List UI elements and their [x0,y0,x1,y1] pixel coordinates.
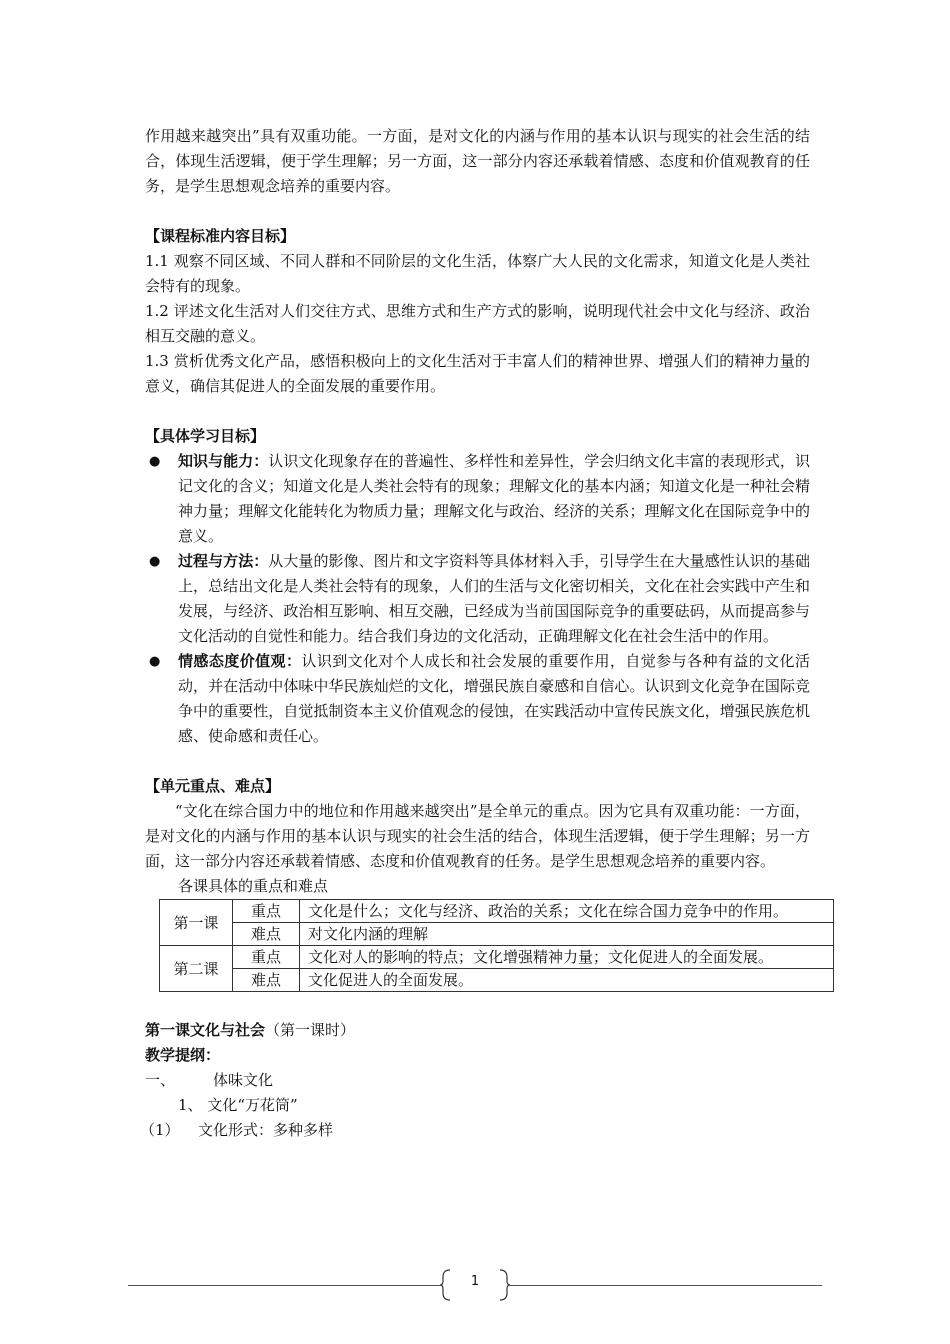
bullet-icon: ● [149,654,161,669]
objective-text: 从大量的影像、图片和文字资料等具体材料入手，引导学生在大量感性认识的基础上，总结出文化是人类社会特有的现象，人们的生活与文化密切相关，文化在社会实践中产生和发展，与经济、政治相互影响、相互交融，已经成为当前国国际竞争的重要砝码，从而提高参与文化活动的自觉性和能力。结合我们身边的文化活动，正确理解文化在社会生活中的作用。 [178,552,810,645]
objective-lead: 知识与能力： [178,452,269,470]
key-points-paragraph: “文化在综合国力中的地位和作用越来越突出”是全单元的重点。因为它具有双重功能：一方面，是对文化的内涵与作用的基本认识与现实的社会生活的结合，体现生活逻辑，便于学生理解；另一方面，这一部分内容还承载着情感、态度和价值观教育的任务。是学生思想观念培养的重要内容。 [145,802,810,870]
table-caption: 各课具体的重点和难点 [178,877,329,895]
content-cell: 文化对人的影响的特点；文化增强精神力量；文化促进人的全面发展。 [300,946,834,969]
objective-knowledge [145,449,810,549]
intro-paragraph: 作用越来越突出”具有双重功能。一方面，是对文化的内涵与作用的基本认识与现实的社会生活的结合，体现生活逻辑，便于学生理解；另一方面，这一部分内容还承载着情感、态度和价值观教育的任务，是学生思想观念培养的重要内容。 [145,127,810,195]
type-cell: 重点 [233,946,300,969]
objective-text: 认识到文化对个人成长和社会发展的重要作用，自觉参与各种有益的文化活动，并在活动中体味中华民族灿烂的文化，增强民族自豪感和自信心。认识到文化竞争在国际竞争中的重要性，自觉抵制资本主义价值观念的侵蚀，在实践活动中宣传民族文化，增强民族危机感、使命感和责任心。 [178,652,810,745]
page-footer [0,1268,950,1304]
lesson-cell: 第二课 [160,946,233,992]
type-cell: 难点 [233,969,300,992]
table-row [160,923,834,946]
objectives-heading: 【具体学习目标】 [145,427,266,445]
content-cell: 文化是什么；文化与经济、政治的关系；文化在综合国力竞争中的作用。 [300,900,834,923]
outline-number: 1、 [178,1096,203,1114]
lesson-title [145,1018,810,1043]
curriculum-item-1: 1.1 观察不同区域、不同人群和不同阶层的文化生活，体察广大人民的文化需求，知道文化是人类社会特有的现象。 [145,252,810,295]
outline-text: 文化形式：多种多样 [198,1121,334,1139]
bullet-icon: ● [149,554,161,569]
outline-level-3 [140,1118,810,1143]
lesson-title-main: 第一课文化与社会 [145,1021,266,1039]
objective-process [145,549,810,649]
lesson-cell: 第一课 [160,900,233,946]
outline-level-1 [145,1068,810,1093]
objective-emotion [145,649,810,749]
key-points-heading: 【单元重点、难点】 [145,777,281,795]
type-cell: 重点 [233,900,300,923]
curriculum-heading: 【课程标准内容目标】 [145,227,296,245]
outline-level-2 [145,1093,810,1118]
table-row [160,900,834,923]
table-row [160,946,834,969]
curriculum-item-2: 1.2 评述文化生活对人们交往方式、思维方式和生产方式的影响，说明现代社会中文化与经济、政治相互交融的意义。 [145,302,810,345]
outline-text: 文化“万花筒” [207,1096,298,1114]
footer-rule-left [128,1285,440,1286]
bullet-icon: ● [149,454,161,469]
content-cell: 文化促进人的全面发展。 [300,969,834,992]
lesson-title-suffix: （第一课时） [265,1021,356,1039]
objectives-list [145,449,810,749]
table-row [160,969,834,992]
page-number: 1 [470,1274,480,1289]
document-page [140,124,810,1143]
objective-lead: 情感态度价值观： [178,652,302,670]
type-cell: 难点 [233,923,300,946]
outline-number: （1） [140,1121,180,1139]
outline-heading: 教学提纲： [145,1046,221,1064]
footer-rule-right [510,1285,822,1286]
content-cell: 对文化内涵的理解 [300,923,834,946]
objective-text: 认识文化现象存在的普遍性、多样性和差异性，学会归纳文化丰富的表现形式，识记文化的含义；知道文化是人类社会特有的现象；理解文化的基本内涵；知道文化是一种社会精神力量；理解文化能转化为物质力量；理解文化与政治、经济的关系；理解文化在国际竞争中的意义。 [178,452,810,545]
objective-lead: 过程与方法： [178,552,269,570]
curriculum-item-3: 1.3 赏析优秀文化产品，感悟积极向上的文化生活对于丰富人们的精神世界、增强人们的精神力量的意义，确信其促进人的全面发展的重要作用。 [145,352,810,395]
outline-number: 一、 [145,1071,176,1089]
key-points-table [159,899,834,992]
outline-text: 体味文化 [213,1071,274,1089]
